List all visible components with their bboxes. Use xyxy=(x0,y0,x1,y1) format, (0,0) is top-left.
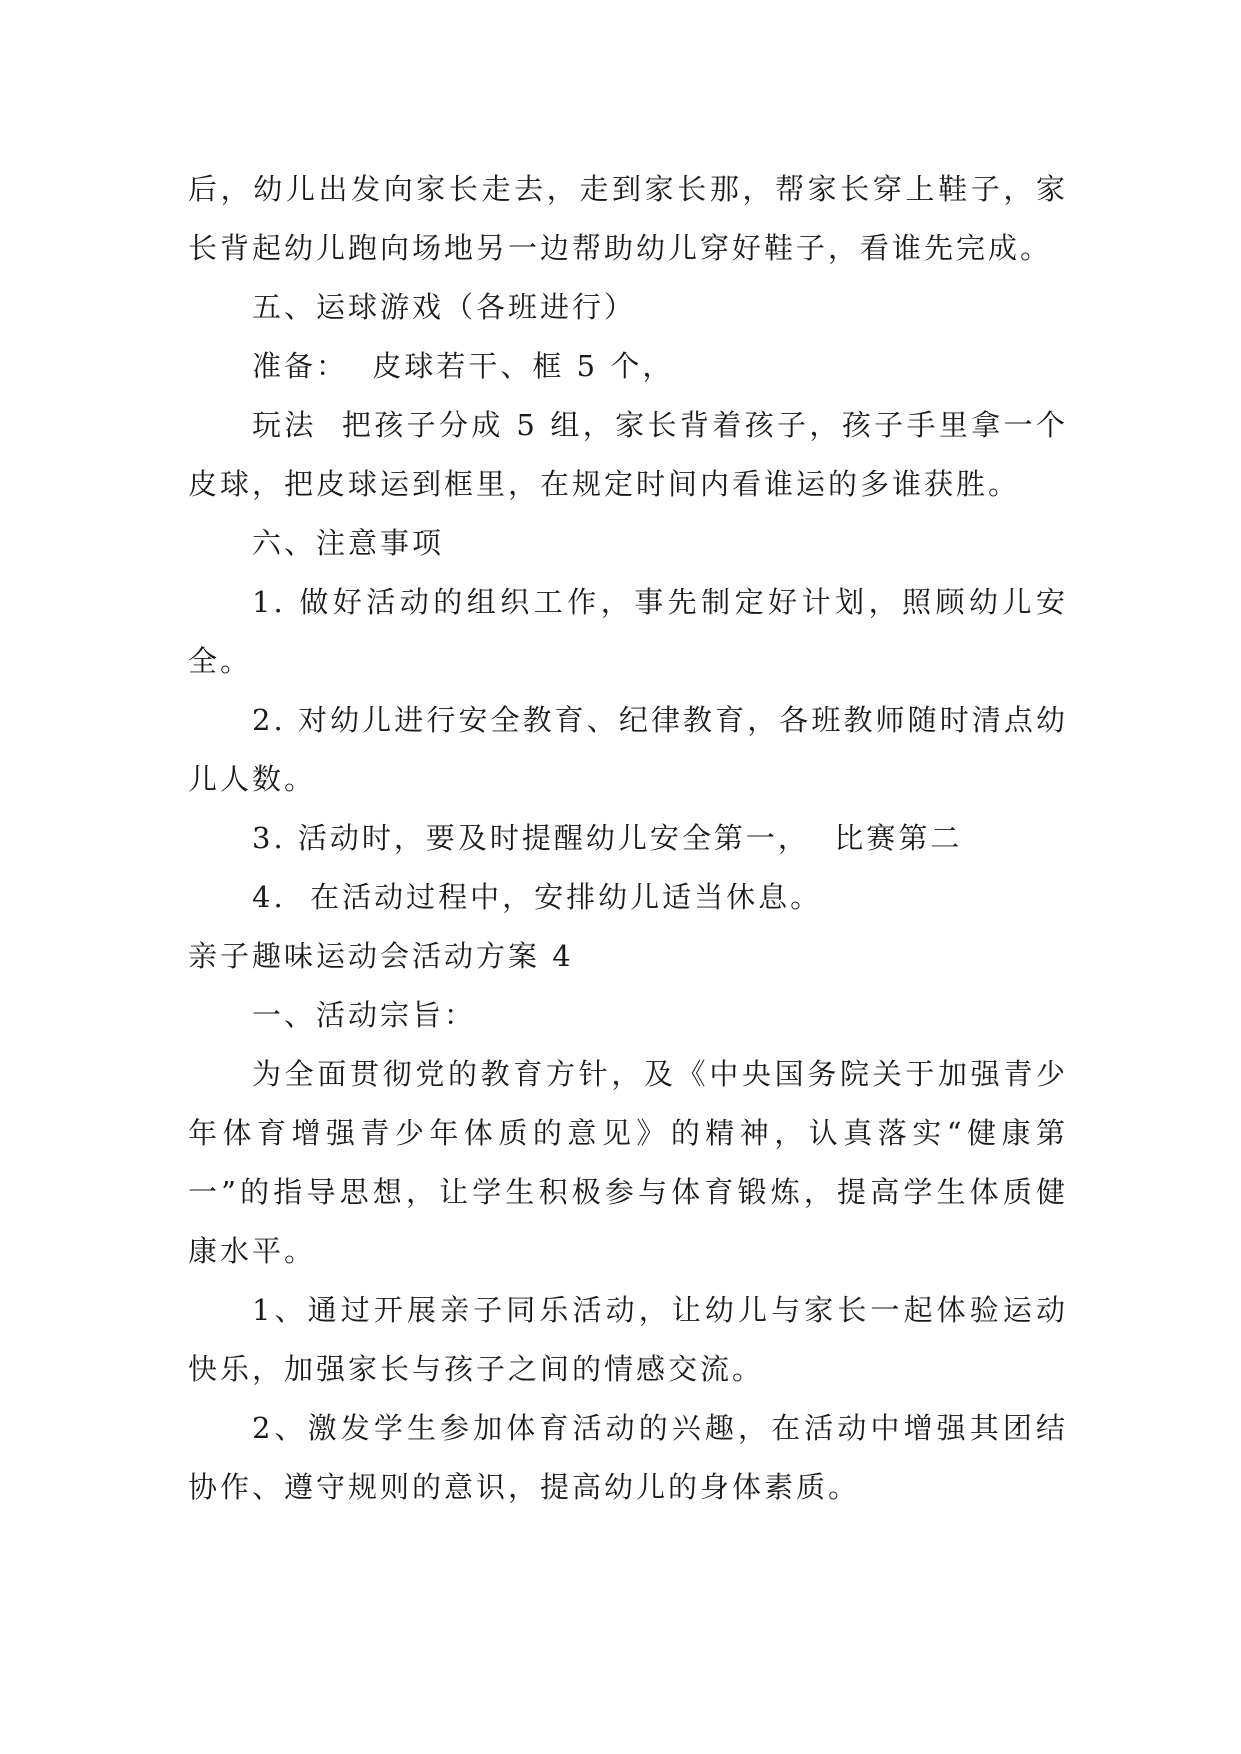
list-item-note-4: 4. 在活动过程中，安排幼儿适当休息。 xyxy=(252,880,823,914)
section-heading-notes: 六、注意事项 xyxy=(252,526,445,560)
list-item-note-2: 2. 对幼儿进行安全教育、纪律教育，各班教师随时清点幼儿人数。 xyxy=(188,703,1068,796)
paragraph-purpose: 为全面贯彻党的教育方针，及《中央国务院关于加强青少年体育增强青少年体质的意见》的精神，认真落实“健康第一”的指导思想，让学生积极参与体育锻炼，提高学生体质健康水平。 xyxy=(188,1057,1068,1268)
paragraph-rules: 玩法 把孩子分成 5 组，家长背着孩子，孩子手里拿一个皮球，把皮球运到框里，在规定时间内看谁运的多谁获胜。 xyxy=(188,408,1068,501)
document-body xyxy=(188,160,1068,1517)
section-heading-ball-game: 五、运球游戏（各班进行） xyxy=(252,290,637,324)
list-item-note-3: 3. 活动时，要及时提醒幼儿安全第一， 比赛第二 xyxy=(252,821,963,855)
paragraph-continuation: 后，幼儿出发向家长走去，走到家长那，帮家长穿上鞋子，家长背起幼儿跑向场地另一边帮助幼儿穿好鞋子，看谁先完成。 xyxy=(188,172,1068,265)
paragraph-preparation: 准备： 皮球若干、框 5 个， xyxy=(252,349,675,383)
list-item-note-1: 1. 做好活动的组织工作，事先制定好计划，照顾幼儿安全。 xyxy=(188,585,1068,678)
section-heading-purpose: 一、活动宗旨： xyxy=(252,998,477,1032)
list-item-goal-1: 1、通过开展亲子同乐活动，让幼儿与家长一起体验运动快乐，加强家长与孩子之间的情感交流。 xyxy=(188,1293,1068,1386)
list-item-goal-2: 2、激发学生参加体育活动的兴趣，在活动中增强其团结协作、遵守规则的意识，提高幼儿的身体素质。 xyxy=(188,1411,1068,1504)
document-title-plan-4: 亲子趣味运动会活动方案 4 xyxy=(188,939,574,973)
